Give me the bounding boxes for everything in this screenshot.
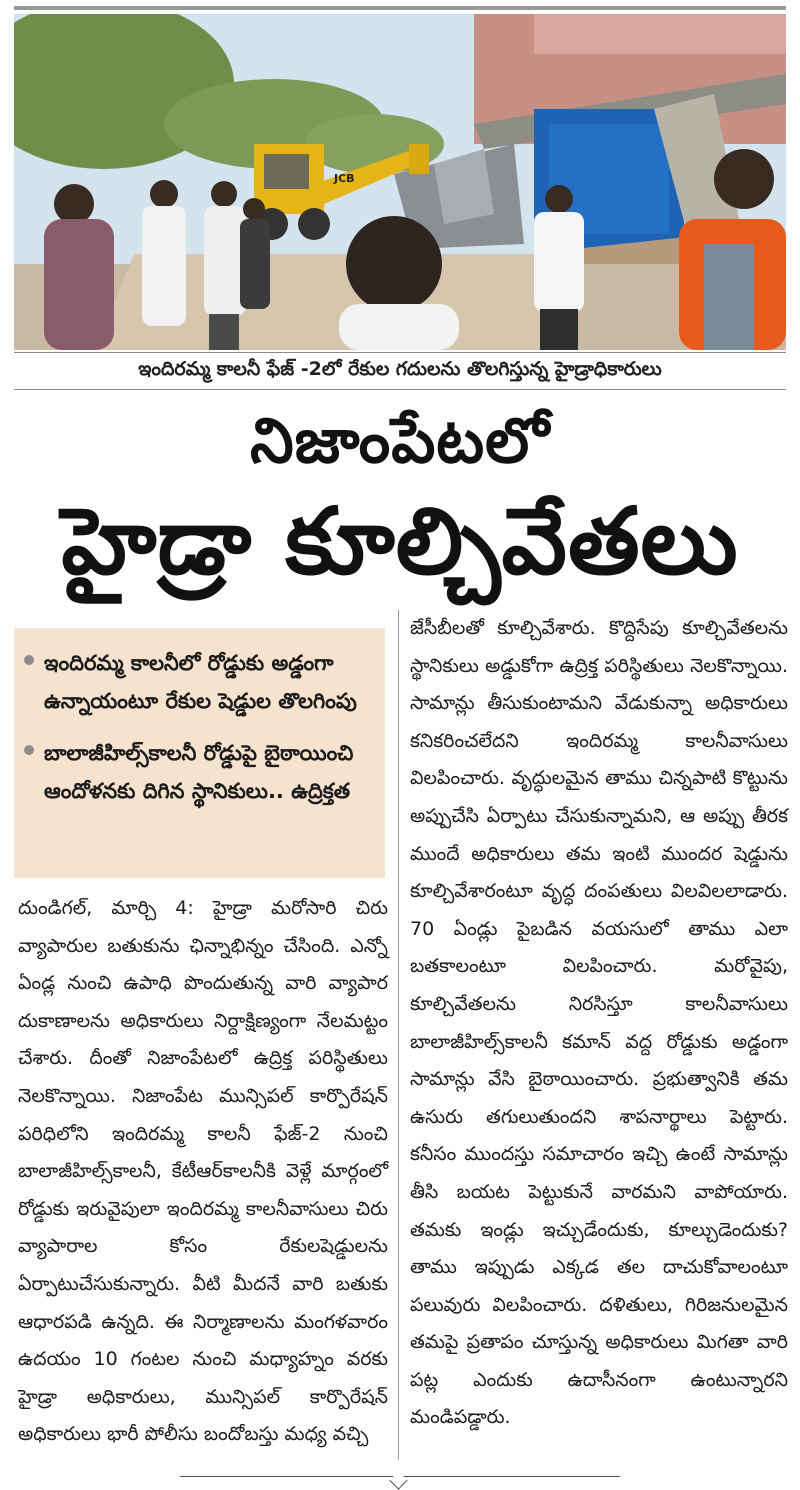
column-divider [398, 610, 399, 1460]
news-photo [14, 14, 786, 350]
highlight-item [24, 734, 375, 810]
article-body-right: జేసీబీలతో కూల్చివేశారు. కొద్దిసేపు కూల్చివేతలను స్థానికులు అడ్డుకోగా ఉద్రిక్త పరిస్థితులు నెలకొన్నాయి. సామాన్లు తీసుకుంటామని వేడుకున్నా అధికారులు కనికరించలేదని ఇందిరమ్మ కాలనీవాసులు విలపించారు. వృద్ధులమైన తాము చిన్నపాటి కొట్టును అప్పుచేసి ఏర్పాటు చేసుకున్నామని, ఆ అప్పు తీరక ముందే అధికారులు తమ ఇంటి ముందర షెడ్డును కూల్చివేశారంటూ వృద్ధ దంపతులు విలవిలలాడారు. 70 ఏండ్లు పైబడిన వయసులో తాము ఎలా బతకాలంటూ విలపించారు. మరోవైపు, కూల్చివేతలను నిరసిస్తూ కాలనీవాసులు బాలాజీహిల్స్‌కాలనీ కమాన్ వద్ద రోడ్డుకు అడ్డంగా సామాన్లు వేసి బైఠాయించారు. ప్రభుత్వానికి తమ ఉసురు తగులుతుందని శాపనార్థాలు పెట్టారు. కనీసం ముందస్తు సమాచారం ఇచ్చి ఉంటే సామాన్లు తీసి బయట పెట్టుకునే వారమని వాపోయారు. తమకు ఇండ్లు ఇచ్చుడేందుకు, కూల్చుడెందుకు? తాము ఇప్పుడు ఎక్కడ తల దాచుకోవాలంటూ పలువురు విలపించారు. దళితులు, గిరిజనులమైన తమపై ప్రతాపం చూస్తున్న అధికారులు మిగతా వారి పట్ల ఎందుకు ఉదాసీనంగా ఉంటున్నారని మండిపడ్డారు. [410, 617, 788, 1429]
bullet-icon [24, 655, 34, 665]
highlight-item [24, 644, 375, 720]
bullet-icon [24, 745, 34, 755]
highlight-text: ఇందిరమ్మ కాలనీలో రోడ్డుకు అడ్డంగా ఉన్నాయంటూ రేకుల షెడ్డుల తొలగింపు [44, 651, 357, 713]
photo-caption: ఇందిరమ్మ కాలనీ ఫేజ్ -2లో రేకుల గదులను తొలగిస్తున్న హైడ్రాధికారులు [14, 352, 786, 390]
highlight-text: బాలాజీహిల్స్‌కాలనీ రోడ్డుపై బైఠాయించి ఆందోళనకు దిగిన స్థానికులు.. ఉద్రిక్తత [44, 741, 354, 803]
end-marker-icon [389, 1471, 407, 1489]
article-body-left: దుండిగల్, మార్చి 4: హైడ్రా మరోసారి చిరు వ్యాపారుల బతుకును ఛిన్నాభిన్నం చేసింది. ఎన్నో ఏండ్ల నుంచి ఉపాధి పొందుతున్న వారి వ్యాపార దుకాణాలను అధికారులు నిర్దాక్షిణ్యంగా నేలమట్టం చేశారు. దీంతో నిజాంపేటలో ఉద్రిక్త పరిస్థితులు నెలకొన్నాయి. నిజాంపేట మున్సిపల్ కార్పొరేషన్ పరిధిలోని ఇందిరమ్మ కాలనీ ఫేజ్-2 నుంచి బాలాజీహిల్స్‌కాలనీ, కేటీఆర్‌కాలనీకి వెళ్లే మార్గంలో రోడ్డుకు ఇరువైపులా ఇందిరమ్మ కాలనీవాసులు చిరు వ్యాపారాల కోసం రేకులషెడ్డులను ఏర్పాటుచేసుకున్నారు. వీటి మీదనే వారి బతుకు ఆధారపడి ఉన్నది. ఈ నిర్మాణాలను మంగళవారం ఉదయం 10 గంటల నుంచి మధ్యాహ్నం వరకు హైడ్రా అధికారులు, మున్సిపల్ కార్పొరేషన్ అధికారులు భారీ పోలీసు బందోబస్తు మధ్య వచ్చి [18, 897, 388, 1446]
headline-line-2: హైడ్రా కూల్చివేతలు [61, 488, 739, 595]
highlights-box [14, 628, 385, 878]
jcb-label: JCB [334, 172, 355, 185]
headline-line-1: నిజాంపేటలో [250, 404, 550, 477]
top-rule [14, 6, 786, 10]
